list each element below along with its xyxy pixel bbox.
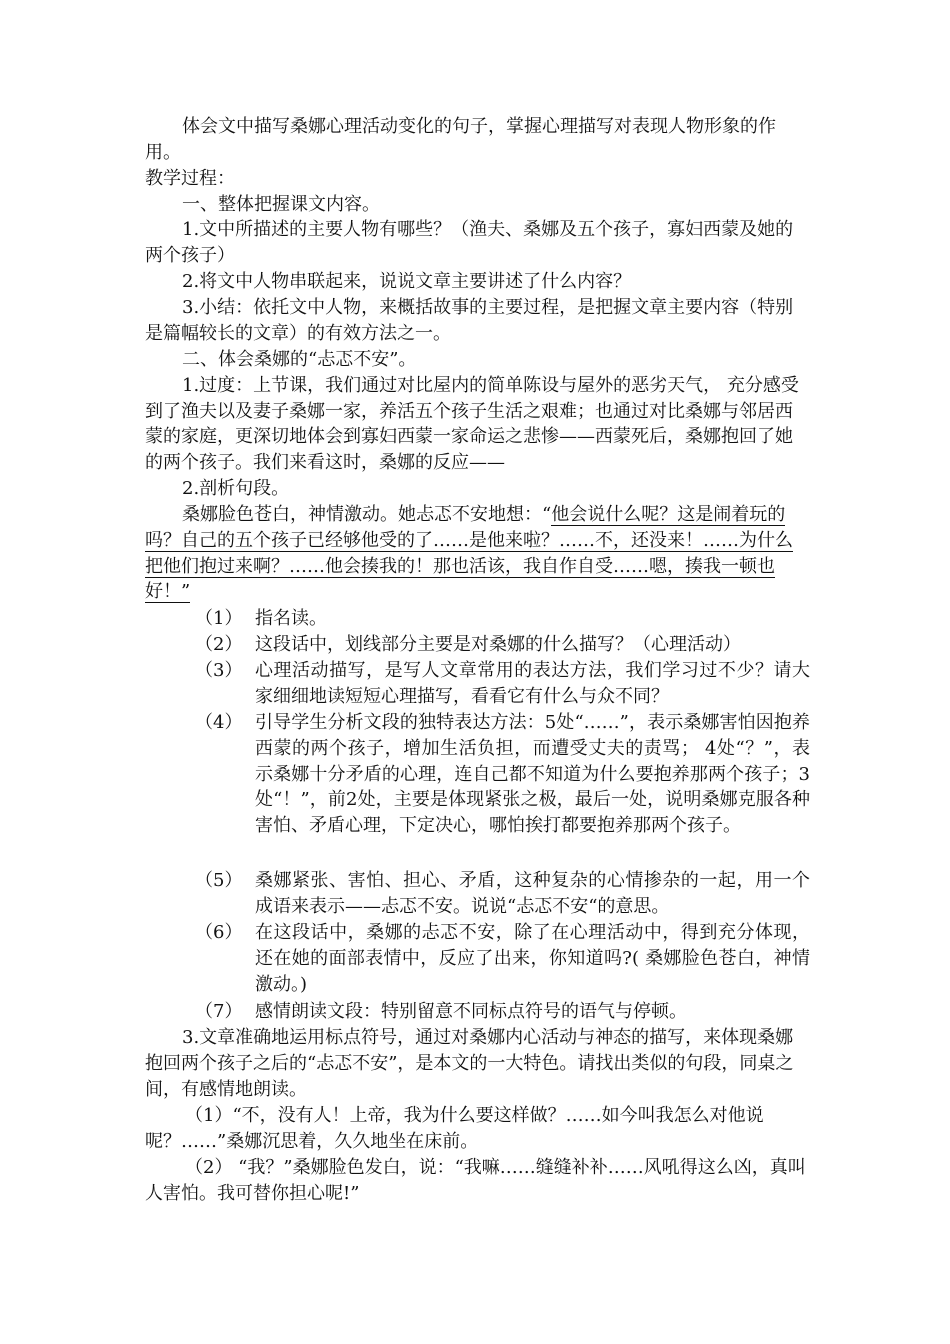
example-2 — [145, 1155, 810, 1207]
list-item-number: （4） — [195, 712, 243, 733]
list-item-text: 这段话中，划线部分主要是对桑娜的什么描写？（心理活动） — [255, 634, 741, 655]
example-number: （1） — [185, 1105, 233, 1126]
list-item-text: 指名读。 — [255, 608, 327, 629]
list-item-number: （2） — [195, 634, 243, 655]
passage-intro: 桑娜脸色苍白，神情激动。她忐忑不安地想：“ — [182, 504, 552, 525]
quoted-passage — [145, 502, 810, 605]
example-1 — [145, 1103, 810, 1155]
list-item-number: （7） — [195, 1001, 243, 1022]
section2-heading: 二、体会桑娜的“忐忑不安”。 — [182, 349, 417, 370]
list-item-text: 心理活动描写，是写人文章常用的表达方法，我们学习过不少？请大家细细地读短短心理描写，看看它有什么与众不同？ — [255, 660, 810, 707]
list-item-number: （6） — [195, 922, 243, 943]
list-item-number: （5） — [195, 870, 243, 891]
list-item-text: 桑娜紧张、害怕、担心、矛盾，这种复杂的心情掺杂的一起，用一个成语来表示——忐忑不安。说说“忐忑不安“的意思。 — [255, 870, 810, 917]
process-heading: 教学过程： — [145, 168, 235, 189]
example-text: “我？”桑娜脸色发白，说：“我嘛……缝缝补补……风吼得这么凶，真叫人害怕。我可替你担心呢!” — [145, 1157, 806, 1204]
list-item-text: 引导学生分析文段的独特表达方法：5处“……”，表示桑娜害怕因抱养西蒙的两个孩子，增加生活负担，而遭受丈夫的责骂； 4处“？”，表示桑娜十分矛盾的心理，连自己都不知道为什么要抱养那两个孩子；3处“！”，前2处，主要是体现紧张之极，最后一处，说明桑娜克服各种害怕、矛盾心理，下定决心，哪怕挨打都要抱养那两个孩子。 — [255, 712, 810, 837]
example-number: （2） — [185, 1157, 233, 1178]
list-item-number: （1） — [195, 608, 243, 629]
section1-question-1: 1.文中所描述的主要人物有哪些？（渔夫、桑娜及五个孩子，寡妇西蒙及她的两个孩子） — [145, 219, 794, 266]
list-item-text: 感情朗读文段：特别留意不同标点符号的语气与停顿。 — [255, 1001, 687, 1022]
section1-heading: 一、整体把握课文内容。 — [182, 194, 380, 215]
example-text: “不，没有人！上帝，我为什么要这样做？……如今叫我怎么对他说呢？……”桑娜沉思着，久久地坐在床前。 — [145, 1105, 764, 1152]
section1-question-2: 2.将文中人物串联起来，说说文章主要讲述了什么内容？ — [182, 271, 632, 292]
section2-transition: 1.过度：上节课，我们通过对比屋内的简单陈设与屋外的恶劣天气， 充分感受到了渔夫以及妻子桑娜一家，养活五个孩子生活之艰难；也通过对比桑娜与邻居西蒙的家庭，更深切地体会到寡妇西蒙一家命运之悲惨——西蒙死后，桑娜抱回了她的两个孩子。我们来看这时，桑娜的反应—— — [145, 375, 799, 473]
passage-underlined: 他会说什么呢？这是闹着玩的吗？自己的五个孩子已经够他受的了……是他来啦？……不，还没来！……为什么把他们抱过来啊？……他会揍我的！那也活该，我自作自受……嗯，揍我一顿也好！” — [145, 504, 793, 603]
analysis-heading: 2.剖析句段。 — [182, 478, 290, 499]
section1-summary: 3.小结：依托文中人物，来概括故事的主要过程，是把握文章主要内容（特别是篇幅较长的文章）的有效方法之一。 — [145, 297, 794, 344]
objective-paragraph: 体会文中描写桑娜心理活动变化的句子，掌握心理描写对表现人物形象的作用。 — [145, 116, 776, 163]
list-item-number: （3） — [195, 660, 243, 681]
point-3-paragraph: 3.文章准确地运用标点符号，通过对桑娜内心活动与神态的描写，来体现桑娜抱回两个孩子之后的“忐忑不安”，是本文的一大特色。请找出类似的句段，同桌之间，有感情地朗读。 — [145, 1027, 794, 1100]
list-item-text: 在这段话中，桑娜的忐忑不安，除了在心理活动中，得到充分体现，还在她的面部表情中，反应了出来，你知道吗?( 桑娜脸色苍白，神情激动。) — [255, 922, 810, 995]
